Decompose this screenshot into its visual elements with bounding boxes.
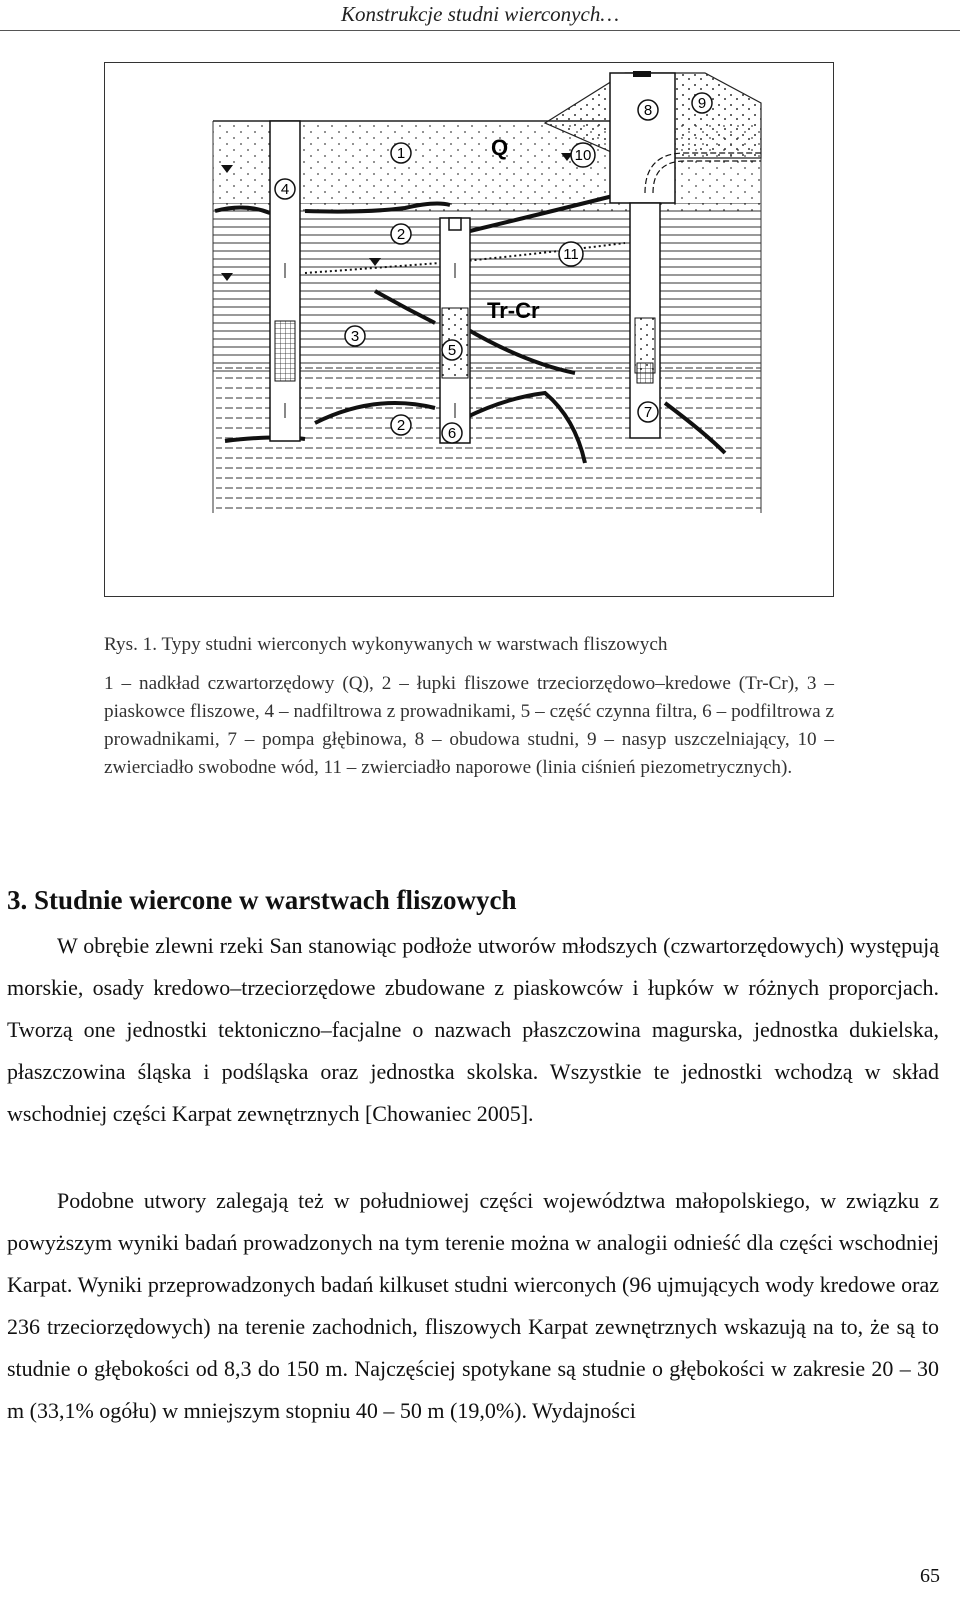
figure-frame: [104, 62, 834, 597]
section-heading: 3. Studnie wiercone w warstwach fliszowych: [7, 885, 517, 915]
label-q: Q: [491, 135, 509, 160]
label-5: 5: [447, 342, 457, 359]
paragraph-1: W obrębie zlewni rzeki San stanowiąc podłoże utworów młodszych (czwartorzędowych) występują morskie, osady kredowo–trzeciorzędowe zbudowane z piaskowców i łupków w różnych proporcjach. Tworzą one jednostki tektoniczno–facjalne o nazwach płaszczowina magurska, jednostka dukielska, płaszczowina śląska i podśląska oraz jednostka skolska. Wszystkie te jednostki wchodzą w skład wschodniej części Karpat zewnętrznych [Chowaniec 2005].: [7, 933, 939, 1126]
well-2: [440, 218, 470, 443]
well-diagram: [105, 63, 833, 596]
label-2-lower: 2: [396, 417, 406, 434]
label-4: 4: [280, 181, 290, 198]
running-header: [0, 0, 960, 31]
well-1: [270, 121, 300, 441]
label-2-upper: 2: [396, 226, 406, 243]
label-1: 1: [396, 145, 406, 162]
label-3: 3: [350, 328, 360, 345]
running-title: Konstrukcje studni wierconych…: [340, 2, 619, 26]
label-6: 6: [447, 425, 457, 442]
label-11: 11: [563, 246, 579, 263]
label-10: 10: [574, 147, 592, 164]
figure-caption-title: Rys. 1. Typy studni wierconych wykonywanych w warstwach fliszowych: [104, 634, 668, 655]
label-7: 7: [643, 404, 653, 421]
label-8: 8: [643, 102, 653, 119]
label-trcr: Tr-Cr: [487, 298, 540, 323]
page-number: 65: [920, 1565, 940, 1587]
paragraph-2: Podobne utwory zalegają też w południowej części województwa małopolskiego, w związku z powyższym wyniki badań prowadzonych na tym terenie można w analogii odnieść dla części wschodniej Karpat. Wyniki przeprowadzonych badań kilkuset studni wierconych (96 ujmujących wody kredowe oraz 236 trzeciorzędowych) na terenie zachodnich, fliszowych Karpat zewnętrznych wskazują na to, że są to studnie o głębokości od 8,3 do 150 m. Najczęściej spotykane są studnie o głębokości w zakresie 20 – 30 m (33,1% ogółu) w mniejszym stopniu 40 – 50 m (19,0%). Wydajności: [7, 1188, 939, 1423]
figure-caption-legend: 1 – nadkład czwartorzędowy (Q), 2 – łupki fliszowe trzeciorzędowo–kredowe (Tr-Cr), 3 – piaskowce fliszowe, 4 – nadfiltrowa z prowadnikami, 5 – część czynna filtra, 6 – podfiltrowa z prowadnikami, 7 – pompa głębinowa, 8 – obudowa studni, 9 – nasyp uszczelniający, 10 – zwierciadło swobodne wód, 11 – zwierciadło naporowe (linia ciśnień piezometrycznych).: [104, 673, 834, 778]
label-9: 9: [697, 95, 707, 112]
